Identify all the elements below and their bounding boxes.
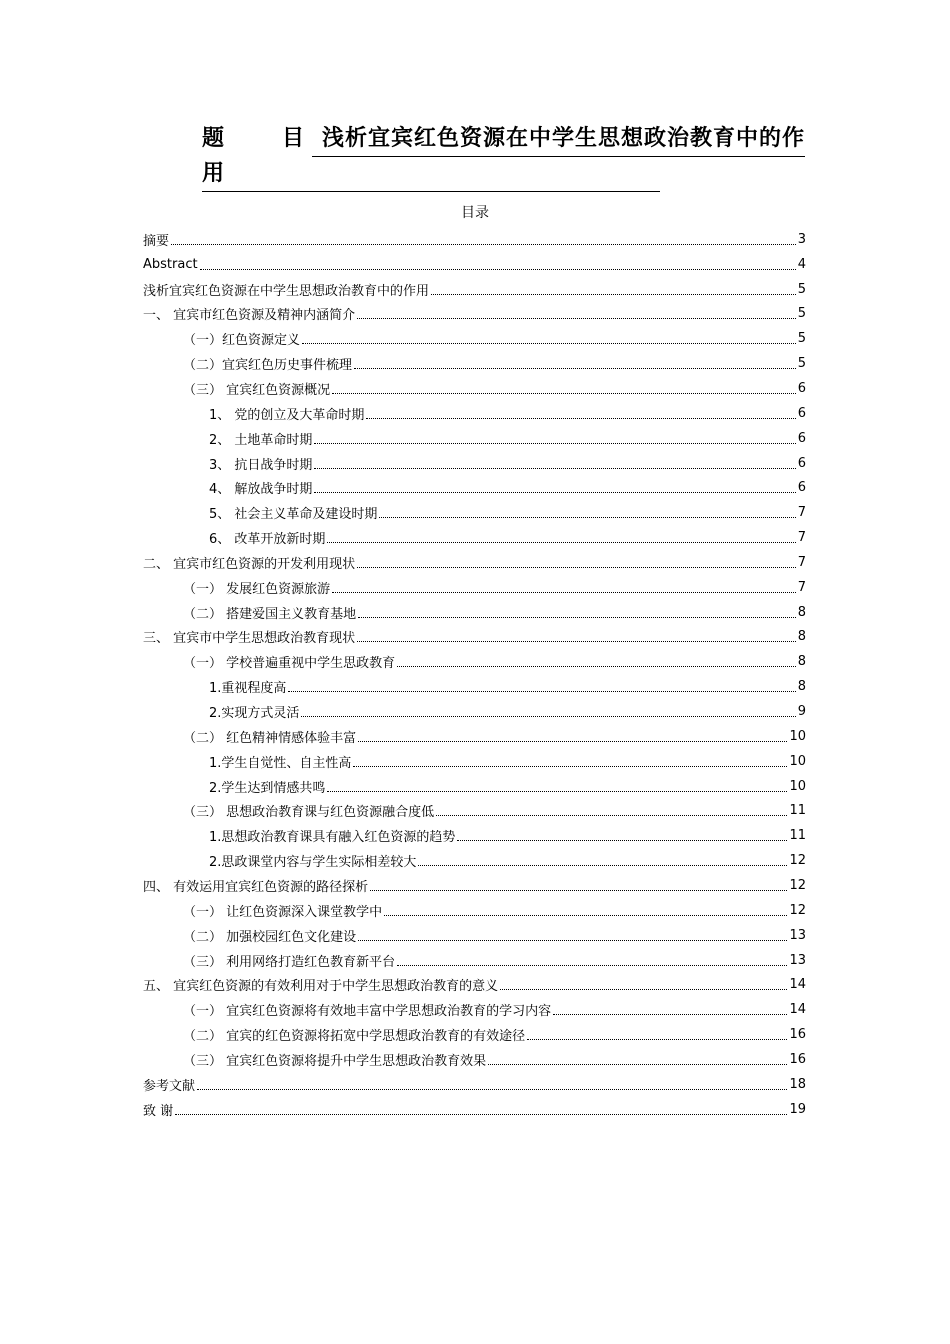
toc-dot-leader [397,652,796,667]
toc-entry[interactable] [143,873,806,898]
toc-entry-title: 一、 宜宾市红色资源及精神内涵简介 [143,308,356,324]
toc-entry-title: （二）宜宾红色历史事件梳理 [183,358,353,374]
toc-dot-leader [358,926,787,941]
toc-page-number: 5 [797,331,806,347]
toc-entry[interactable] [143,1097,806,1122]
toc-entry-title: 6、 改革开放新时期 [209,532,326,548]
toc-page-number: 11 [789,828,806,844]
toc-page-number: 18 [789,1076,806,1092]
toc-dot-leader [327,777,787,792]
title-line-1 [202,122,812,157]
toc-entry-title: （三） 思想政治教育课与红色资源融合度低 [183,805,435,821]
toc-page-number: 5 [797,306,806,322]
toc-entry[interactable] [143,351,806,376]
toc-entry[interactable] [143,476,806,501]
toc-entry-title: （二） 加强校园红色文化建设 [183,929,357,945]
toc-page-number: 7 [797,579,806,595]
toc-entry[interactable] [143,302,806,327]
toc-entry[interactable] [143,426,806,451]
toc-page-number: 3 [797,231,806,247]
toc-entry[interactable] [143,401,806,426]
toc-entry-title: 5、 社会主义革命及建设时期 [209,507,378,523]
title-text-line-1: 浅析宜宾红色资源在中学生思想政治教育中的作 [312,122,805,157]
toc-page-number: 8 [797,654,806,670]
toc-dot-leader [457,826,787,841]
toc-entry-title: 摘要 [143,233,170,249]
toc-dot-leader [397,951,787,966]
toc-dot-leader [358,603,796,618]
toc-page-number: 7 [797,505,806,521]
toc-entry-title: 三、 宜宾市中学生思想政治教育现状 [143,631,356,647]
toc-dot-leader [379,503,795,518]
toc-entry-title: 1.学生自觉性、自主性高 [209,755,352,771]
toc-entry-title: （一）红色资源定义 [183,333,301,349]
toc-entry[interactable] [143,600,806,625]
title-label: 题 [202,126,225,151]
toc-dot-leader [431,280,796,295]
toc-dot-leader [197,1075,787,1090]
toc-entry[interactable] [143,997,806,1022]
toc-entry[interactable] [143,724,806,749]
toc-dot-leader [436,801,787,816]
toc-page-number: 10 [789,728,806,744]
toc-page-number: 6 [797,480,806,496]
toc-entry[interactable] [143,227,806,252]
toc-dot-leader [288,677,795,692]
toc-dot-leader [357,304,796,319]
toc-dot-leader [370,876,787,891]
toc-dot-leader [301,702,795,717]
toc-page-number: 5 [797,356,806,372]
toc-page-number: 12 [789,877,806,893]
toc-entry-title: （三） 利用网络打造红色教育新平台 [183,954,396,970]
toc-page-number: 7 [797,554,806,570]
toc-entry-title: 致 谢 [143,1103,174,1119]
toc-entry[interactable] [143,500,806,525]
toc-dot-leader [384,901,787,916]
toc-entry[interactable] [143,525,806,550]
toc-entry[interactable] [143,625,806,650]
toc-page-number: 16 [789,1027,806,1043]
toc-dot-leader [327,528,795,543]
toc-entry-title: Abstract [143,256,198,272]
toc-entry-title: 2.思政课堂内容与学生实际相差较大 [209,855,417,871]
toc-page-number: 8 [797,604,806,620]
toc-dot-leader [175,1100,787,1115]
toc-entry-title: 二、 宜宾市红色资源的开发利用现状 [143,556,356,572]
toc-entry[interactable] [143,923,806,948]
toc-page-number: 12 [789,902,806,918]
toc-entry[interactable] [143,376,806,401]
toc-dot-leader [314,429,795,444]
toc-dot-leader [357,627,796,642]
toc-dot-leader [358,727,787,742]
toc-entry-title: 2.学生达到情感共鸣 [209,780,326,796]
toc-dot-leader [366,404,795,419]
toc-entry[interactable] [143,898,806,923]
document-title [202,122,812,192]
toc-entry[interactable] [143,451,806,476]
toc-page-number: 8 [797,629,806,645]
toc-entry-title: 参考文献 [143,1078,196,1094]
toc-entry[interactable] [143,326,806,351]
toc-page-number: 6 [797,380,806,396]
toc-entry-title: 2、 土地革命时期 [209,432,313,448]
toc-dot-leader [354,354,796,369]
toc-dot-leader [332,578,796,593]
toc-entry-title: 1、 党的创立及大革命时期 [209,407,365,423]
toc-page-number: 5 [797,281,806,297]
toc-entry[interactable] [143,1072,806,1097]
toc-dot-leader [332,379,796,394]
toc-heading: 目录 [461,205,489,221]
toc-page-number: 19 [789,1101,806,1117]
toc-entry[interactable] [143,550,806,575]
toc-entry[interactable] [143,649,806,674]
toc-dot-leader [353,752,787,767]
toc-entry-title: （一） 发展红色资源旅游 [183,581,331,597]
toc-entry-title: 浅析宜宾红色资源在中学生思想政治教育中的作用 [143,283,430,299]
toc-entry[interactable] [143,823,806,848]
toc-entry[interactable] [143,699,806,724]
toc-entry[interactable] [143,848,806,873]
toc-dot-leader [500,975,787,990]
toc-entry-title: 四、 有效运用宜宾红色资源的路径探析 [143,879,369,895]
toc-page-number: 12 [789,853,806,869]
toc-dot-leader [553,1000,787,1015]
toc-page-number: 8 [797,679,806,695]
toc-page-number: 6 [797,430,806,446]
toc-entry-title: （三） 宜宾红色资源概况 [183,382,331,398]
toc-entry[interactable] [143,1022,806,1047]
toc-entry[interactable] [143,252,806,277]
title-label-2: 目 [282,126,305,151]
toc-dot-leader [314,454,795,469]
toc-page-number: 14 [789,977,806,993]
toc-entry-title: （一） 学校普遍重视中学生思政教育 [183,656,396,672]
toc-entry[interactable] [143,973,806,998]
toc-entry-title: 3、 抗日战争时期 [209,457,313,473]
toc-page-number: 14 [789,1002,806,1018]
toc-page-number: 11 [789,803,806,819]
toc-entry[interactable] [143,948,806,973]
toc-entry-title: （一） 宜宾红色资源将有效地丰富中学思想政治教育的学习内容 [183,1004,552,1020]
toc-entry-title: 五、 宜宾红色资源的有效利用对于中学生思想政治教育的意义 [143,979,499,995]
toc-entry[interactable] [143,774,806,799]
title-text-line-2: 用 [202,157,660,192]
toc-dot-leader [171,230,796,245]
toc-dot-leader [302,329,796,344]
toc-page-number: 6 [797,455,806,471]
toc-page-number: 10 [789,778,806,794]
toc-page-number: 13 [789,927,806,943]
toc-entry-title: （三） 宜宾红色资源将提升中学生思想政治教育效果 [183,1053,487,1069]
toc-entry-title: 1.思想政治教育课具有融入红色资源的趋势 [209,830,456,846]
toc-entry-title: （二） 搭建爱国主义教育基地 [183,606,357,622]
toc-entry-title: （二） 宜宾的红色资源将拓宽中学思想政治教育的有效途径 [183,1029,526,1045]
toc-entry-title: 4、 解放战争时期 [209,482,313,498]
toc-entry[interactable] [143,749,806,774]
toc-dot-leader [314,478,795,493]
toc-entry-title: （一） 让红色资源深入课堂教学中 [183,904,383,920]
toc-entry-title: （二） 红色精神情感体验丰富 [183,730,357,746]
toc-entry-title: 2.实现方式灵活 [209,706,300,722]
toc-page-number: 10 [789,753,806,769]
toc-page-number: 16 [789,1051,806,1067]
toc-entry[interactable] [143,277,806,302]
toc-dot-leader [527,1025,787,1040]
toc-dot-leader [357,553,796,568]
toc-entry[interactable] [143,799,806,824]
title-line-2 [202,157,812,192]
toc-page-number: 6 [797,405,806,421]
toc-page-number: 9 [797,704,806,720]
toc-entry-title: 1.重视程度高 [209,681,287,697]
toc-page-number: 13 [789,952,806,968]
toc-dot-leader [418,851,787,866]
toc-entry[interactable] [143,1047,806,1072]
toc-entry[interactable] [143,674,806,699]
toc-dot-leader [488,1050,787,1065]
toc-page-number: 7 [797,530,806,546]
toc-dot-leader [200,255,796,270]
toc-page-number: 4 [797,256,806,272]
toc-entry[interactable] [143,575,806,600]
